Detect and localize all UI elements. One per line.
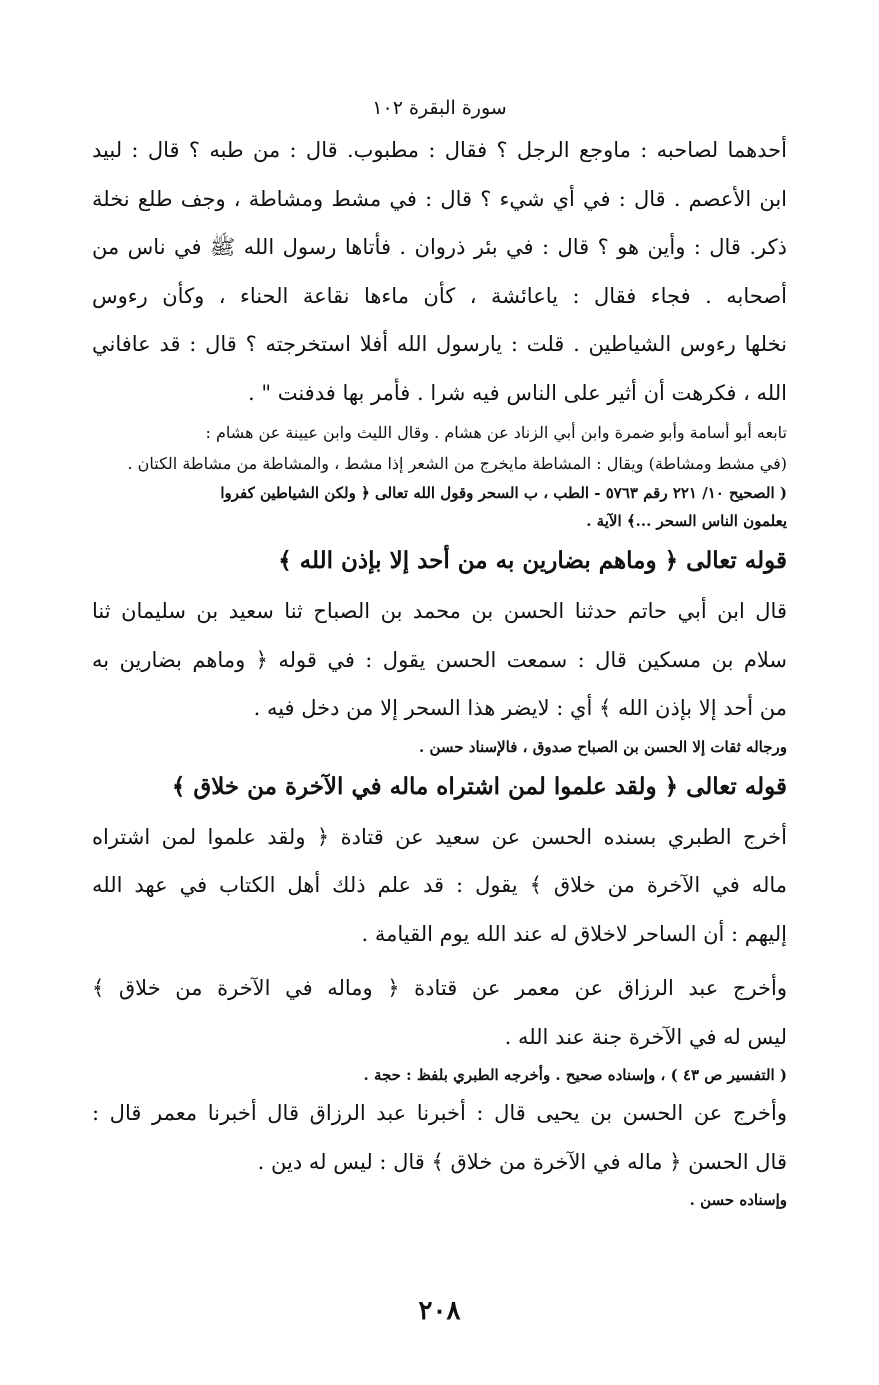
- text-line: من أحد إلا بإذن الله ﴾ أي : لايضر هذا السحر إلا من دخل فيه .: [253, 696, 787, 720]
- text-line: أصحابه . فجاء فقال : ياعائشة ، كأن ماءها نقاعة الحناء ، وكأن رءوس: [92, 283, 787, 308]
- paragraph-hadith: [92, 126, 787, 417]
- note-line: (في مشط ومشاطة) ويقال : المشاطة مايخرج من الشعر إذا مشط ، والمشاطة من مشاطة الكتان .: [127, 454, 787, 473]
- text-line: قال الحسن ﴿ ماله في الآخرة من خلاق ﴾ قال : ليس له دين .: [257, 1149, 787, 1174]
- footnote-narration: [92, 417, 787, 479]
- paragraph-tabari: [92, 813, 787, 959]
- isnad-note-final: [92, 1186, 787, 1214]
- text-line: وأخرج عبد الرزاق عن معمر عن قتادة ﴿ وماله في الآخرة من خلاق ﴾: [92, 976, 787, 1000]
- page-number: ٢٠٨: [418, 1296, 461, 1326]
- text-line: ابن الأعصم . قال : في أي شيء ؟ قال : في مشط ومشاطة ، وجف طلع نخلة: [92, 186, 787, 211]
- note-line: ورجاله ثقات إلا الحسن بن الصباح صدوق ، فالإسناد حسن .: [419, 737, 787, 756]
- running-header: سورة البقرة ١٠٢: [372, 97, 507, 119]
- paragraph-ibn-abi-hatim: [92, 587, 787, 733]
- text-line: ليس له في الآخرة جنة عند الله .: [504, 1024, 787, 1049]
- text-line: ماله في الآخرة من خلاق ﴾ يقول : قد علم ذلك أهل الكتاب في عهد الله: [92, 873, 787, 897]
- source-reference: [92, 479, 787, 535]
- note-line: وإسناده حسن .: [689, 1191, 787, 1209]
- note-line: تابعه أبو أسامة وأبو ضمرة وابن أبي الزناد عن هشام . وقال الليث وابن عيينة عن هشام :: [205, 423, 787, 442]
- note-line: ( التفسير ص ٤٣ ) ، وإسناده صحيح . وأخرجه الطبري بلفظ : حجة .: [363, 1066, 787, 1084]
- text-line: سلام بن مسكين قال : سمعت الحسن يقول : في قوله ﴿ وماهم بضارين به: [92, 647, 787, 672]
- verse-heading-1: قوله تعالى ﴿ وماهم بضارين به من أحد إلا بإذن الله ﴾: [278, 547, 787, 574]
- tafsir-reference: [92, 1061, 787, 1089]
- paragraph-abd-al-razzaq: [92, 964, 787, 1061]
- text-line: قال ابن أبي حاتم حدثنا الحسن بن محمد بن الصباح ثنا سعيد بن سليمان ثنا: [92, 599, 787, 623]
- text-line: ذكر. قال : وأين هو ؟ قال : في بئر ذروان . فأتاها رسول الله ﷺ في ناس من: [92, 235, 787, 259]
- text-line: وأخرج عن الحسن بن يحيى قال : أخبرنا عبد الرزاق قال أخبرنا معمر قال :: [92, 1101, 787, 1125]
- text-line: أحدهما لصاحبه : ماوجع الرجل ؟ فقال : مطبوب. قال : من طبه ؟ قال : لبيد: [92, 138, 787, 162]
- text-line: نخلها رءوس الشياطين . قلت : يارسول الله أفلا استخرجته ؟ قال : قد عافاني: [92, 332, 787, 356]
- text-line: الله ، فكرهت أن أثير على الناس فيه شرا . فأمر بها فدفنت " .: [248, 380, 787, 405]
- verse-heading-2: قوله تعالى ﴿ ولقد علموا لمن اشتراه ماله في الآخرة من خلاق ﴾: [171, 772, 787, 800]
- note-line: ( الصحيح ١٠/ ٢٢١ رقم ٥٧٦٣ - الطب ، ب السحر وقول الله تعالى ﴿ ولكن الشياطين كفروا: [220, 484, 787, 502]
- note-line: يعلمون الناس السحر ...﴾ الآية .: [586, 512, 787, 530]
- text-line: أخرج الطبري بسنده الحسن عن سعيد عن قتادة ﴿ ولقد علموا لمن اشتراه: [92, 824, 787, 849]
- text-line: إليهم : أن الساحر لاخلاق له عند الله يوم القيامة .: [361, 921, 787, 946]
- isnad-note: [92, 733, 787, 761]
- paragraph-hasan: [92, 1089, 787, 1186]
